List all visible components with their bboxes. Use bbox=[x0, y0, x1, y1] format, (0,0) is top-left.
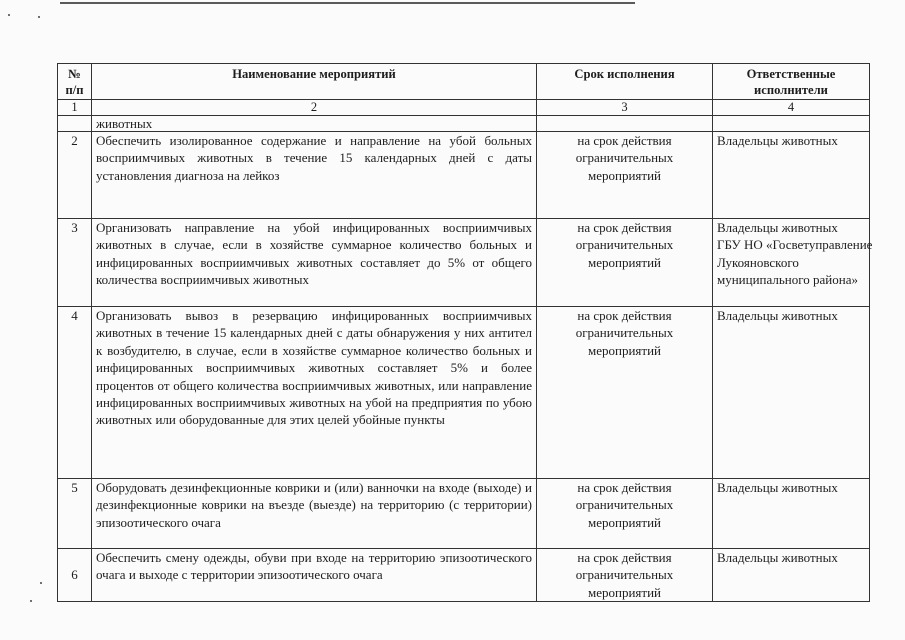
row-term: на срок действия ограничительных мероприятий bbox=[537, 307, 713, 479]
row-responsible bbox=[713, 307, 870, 479]
responsible-line: Владельцы животных bbox=[717, 308, 838, 323]
measures-table bbox=[57, 63, 873, 602]
column-number: 1 bbox=[58, 100, 92, 116]
row-num: 5 bbox=[58, 479, 92, 549]
responsible-line: муниципального района» bbox=[717, 272, 858, 288]
header-name: Наименование мероприятий bbox=[92, 64, 537, 100]
responsible-line: ГБУ НО «Госветуправление bbox=[717, 237, 873, 253]
row-responsible bbox=[713, 479, 870, 549]
header-num: № п/п bbox=[58, 64, 92, 100]
row-responsible bbox=[713, 219, 873, 307]
row-num-cell bbox=[58, 116, 92, 132]
row-name: Оборудовать дезинфекционные коврики и (или) ванночки на входе (выходе) и дезинфекционные коврики на въезде (выезде) на территорию (с территории) эпизоотического очага bbox=[92, 479, 537, 549]
row-responsible bbox=[713, 549, 870, 602]
responsible-line: Лукояновского bbox=[717, 254, 799, 270]
row-name: Обеспечить изолированное содержание и направление на убой больных восприимчивых животных в течение 15 календарных дней с даты установления диагноза на лейкоз bbox=[92, 132, 537, 219]
top-rule bbox=[60, 2, 635, 4]
scan-speck bbox=[8, 14, 10, 16]
row-num: 3 bbox=[58, 219, 92, 307]
scan-speck bbox=[30, 600, 32, 602]
row-term-cell bbox=[537, 116, 713, 132]
continuation-row bbox=[58, 116, 870, 132]
responsible-line: Владельцы животных bbox=[717, 550, 838, 565]
table-row bbox=[58, 132, 870, 219]
scan-speck bbox=[40, 582, 42, 584]
table-row bbox=[58, 307, 870, 479]
row-responsible bbox=[713, 132, 870, 219]
continuation-text: животных bbox=[92, 116, 537, 132]
row-name: Организовать направление на убой инфицированных восприимчивых животных в случае, если в хозяйстве суммарное количество больных и инфицированных восприимчивых животных составляет до 5% от общего количества восприимчивых животных bbox=[92, 219, 537, 307]
column-number: 3 bbox=[537, 100, 713, 116]
table-row bbox=[58, 219, 870, 307]
row-num: 4 bbox=[58, 307, 92, 479]
header-responsible: Ответственные исполнители bbox=[713, 64, 870, 100]
row-num: 6 bbox=[58, 549, 92, 602]
header-term: Срок исполнения bbox=[537, 64, 713, 100]
header-row bbox=[58, 64, 870, 100]
scan-speck bbox=[38, 16, 40, 18]
responsible-line: Владельцы животных bbox=[717, 133, 838, 148]
table-row bbox=[58, 479, 870, 549]
row-term: на срок действия ограничительных мероприятий bbox=[537, 219, 713, 307]
table-row bbox=[58, 549, 870, 602]
row-term: на срок действия ограничительных мероприятий bbox=[537, 549, 713, 602]
column-number: 4 bbox=[713, 100, 870, 116]
row-term: на срок действия ограничительных мероприятий bbox=[537, 132, 713, 219]
column-number-row bbox=[58, 100, 870, 116]
row-name: Организовать вывоз в резервацию инфицированных восприимчивых животных в течение 15 календарных дней с даты обнаружения у них антител к возбудителю, в случае, если в хозяйстве суммарное количество больных и инфицированных восприимчивых животных составляет 5% и более процентов от общего количества восприимчивых животных, или направление инфицированных восприимчивых животных на убой на предприятия по убою животных или оборудованные для этих целей убойные пункты bbox=[92, 307, 537, 479]
responsible-line: Владельцы животных bbox=[717, 480, 838, 495]
row-num: 2 bbox=[58, 132, 92, 219]
row-term: на срок действия ограничительных мероприятий bbox=[537, 479, 713, 549]
row-name: Обеспечить смену одежды, обуви при входе на территорию эпизоотического очага и выходе с территории эпизоотического очага bbox=[92, 549, 537, 602]
row-responsible-cell bbox=[713, 116, 870, 132]
column-number: 2 bbox=[92, 100, 537, 116]
responsible-line: Владельцы животных bbox=[717, 220, 838, 235]
